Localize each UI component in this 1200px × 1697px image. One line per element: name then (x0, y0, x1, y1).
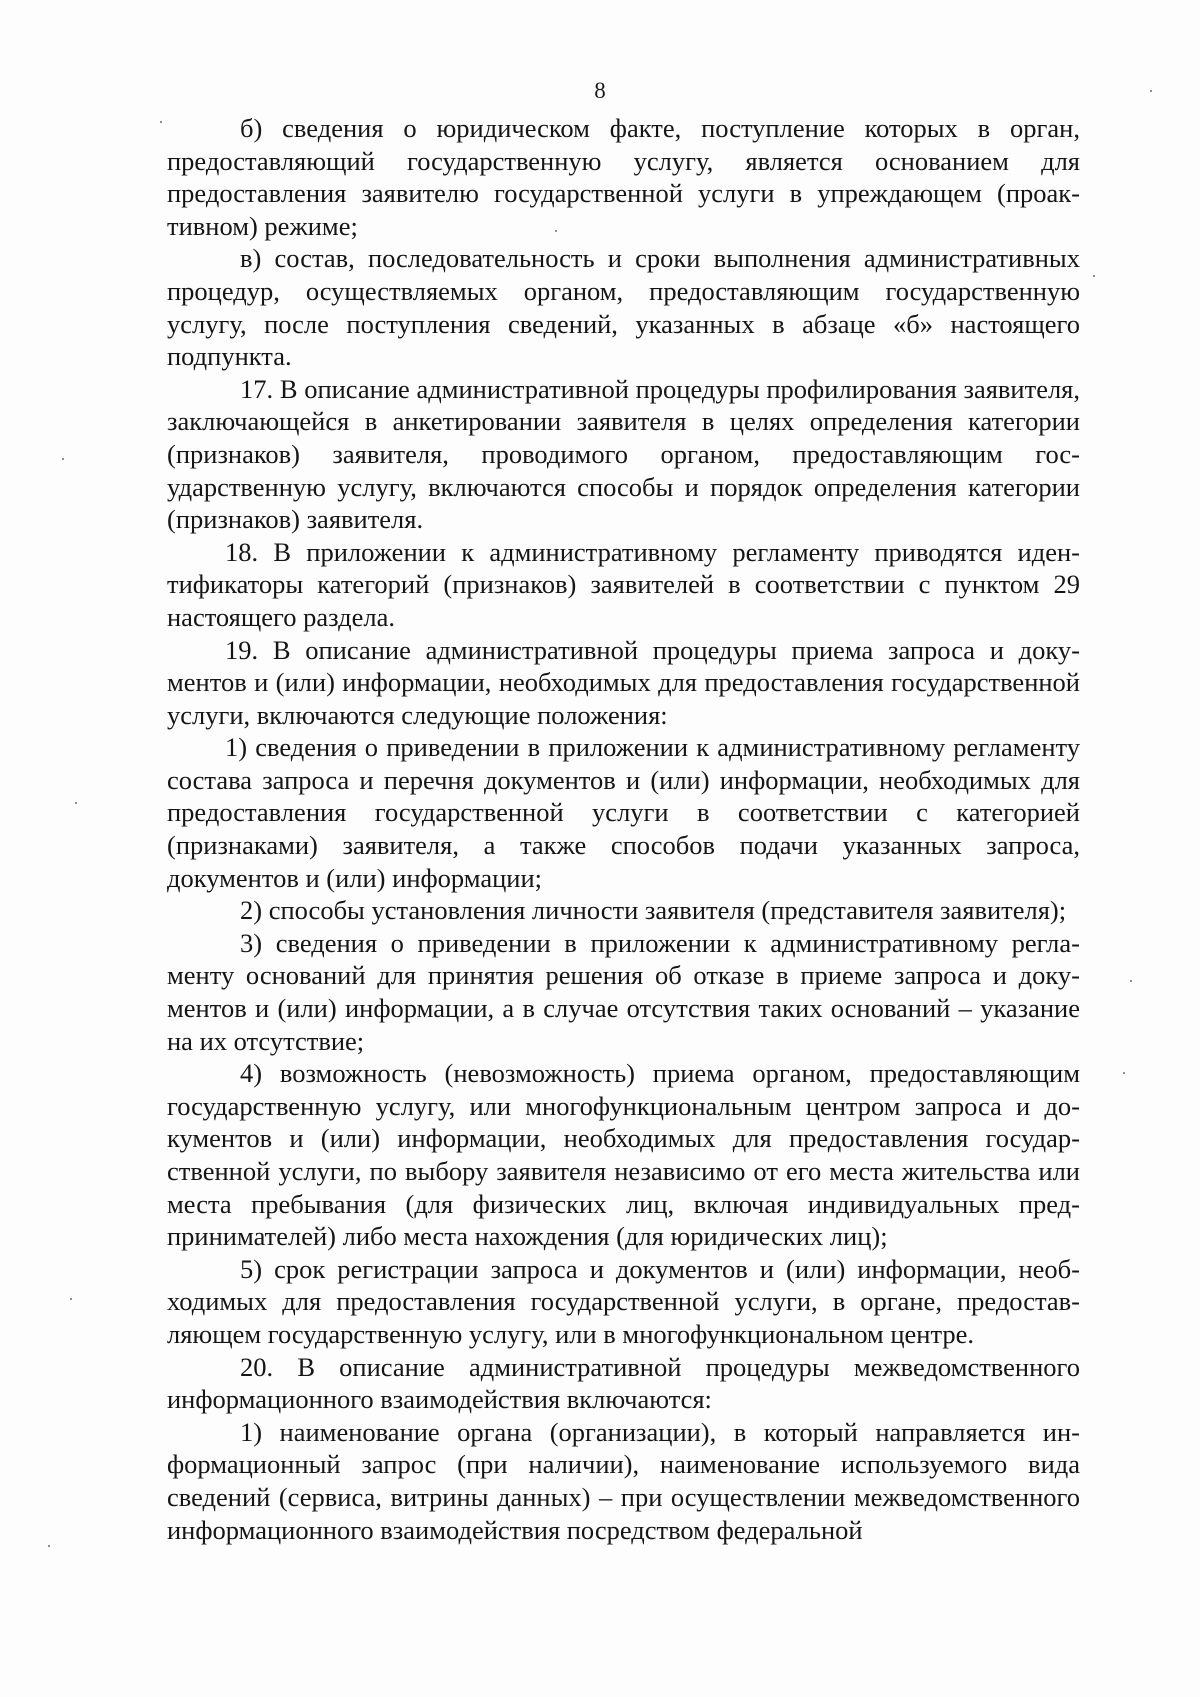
scan-speck (1150, 90, 1152, 92)
scan-speck (160, 121, 162, 123)
list-item-5: 5) срок регистрации запроса и документов и (или) информации, необходимых для предоставления государственной услуги, в органе, предоставляющем государственную услугу, или в многофункциональном центре. (167, 1253, 1080, 1349)
list-item-4: 4) возможность (невозможность) приема органом, предоставляющим государственную услугу, или многофункциональным центром запроса и документов и (или) информации, необходимых для предоставления государственной услуги, по выбору заявителя независимо от его места жительства или места пребывания (для физических лиц, включая индивидуальных предпринимателей) либо места нахождения (для юридических лиц); (167, 1058, 1080, 1252)
paragraph-18: 18. В приложении к административному регламенту приводятся идентификаторы категорий (признаков) заявителей в соответствии с пунктом 29 настоящего раздела. (167, 536, 1080, 632)
list-item-1: 1) сведения о приведении в приложении к административному регламенту состава запроса и перечня документов и (или) информации, необходимых для предоставления государственной услуги в соответствии с категорией (признаками) заявителя, а также способов подачи указанных запроса, документов и (или) информации; (167, 732, 1080, 893)
paragraph-17: 17. В описание административной процедуры профилирования заявителя, заключающейся в анкетировании заявителя в целях определения категории (признаков) заявителя, проводимого органом, предоставляющим государственную услугу, включаются способы и порядок определения категории (признаков) заявителя. (167, 373, 1080, 535)
paragraph-20-item-1: 1) наименование органа (организации), в который направляется информационный запрос (при наличии), наименование используемого вида сведений (сервиса, витрины данных) – при осуществлении межведомственного информационного взаимодействия посредством федеральной (167, 1416, 1080, 1545)
scan-speck (1123, 1072, 1125, 1074)
list-item-2: 2) способы установления личности заявителя (представителя заявителя); (240, 895, 1067, 926)
scan-speck (48, 1545, 50, 1547)
list-item-3: 3) сведения о приведении в приложении к административному регламенту оснований для принятия решения об отказе в приеме запроса и документов и (или) информации, а в случае отсутствия таких оснований – указание на их отсутствие; (167, 927, 1080, 1056)
paragraph-19: 19. В описание административной процедуры приема запроса и документов и (или) информации, необходимых для предоставления государственной услуги, включаются следующие положения: (167, 634, 1080, 730)
page-number: 8 (594, 78, 606, 103)
scan-speck (62, 458, 64, 460)
scan-speck (70, 1298, 72, 1300)
document-body (167, 112, 1080, 1546)
paragraph-v: в) состав, последовательность и сроки выполнения административных процедур, осуществляемых органом, предоставляющим государственную услугу, после поступления сведений, указанных в абзаце «б» настоящего подпункта. (167, 243, 1080, 372)
paragraph-20: 20. В описание административной процедуры межведомственного информационного взаимодействия включаются: (167, 1351, 1080, 1415)
scan-speck (1093, 275, 1095, 277)
paragraph-b: б) сведения о юридическом факте, поступление которых в орган, предоставляющий государственную услугу, является основанием для предоставления заявителю государственной услуги в упреждающем (проактивном) режиме; (167, 113, 1080, 241)
scan-speck (1130, 980, 1132, 982)
scan-speck (555, 230, 557, 232)
scan-speck (75, 802, 77, 804)
